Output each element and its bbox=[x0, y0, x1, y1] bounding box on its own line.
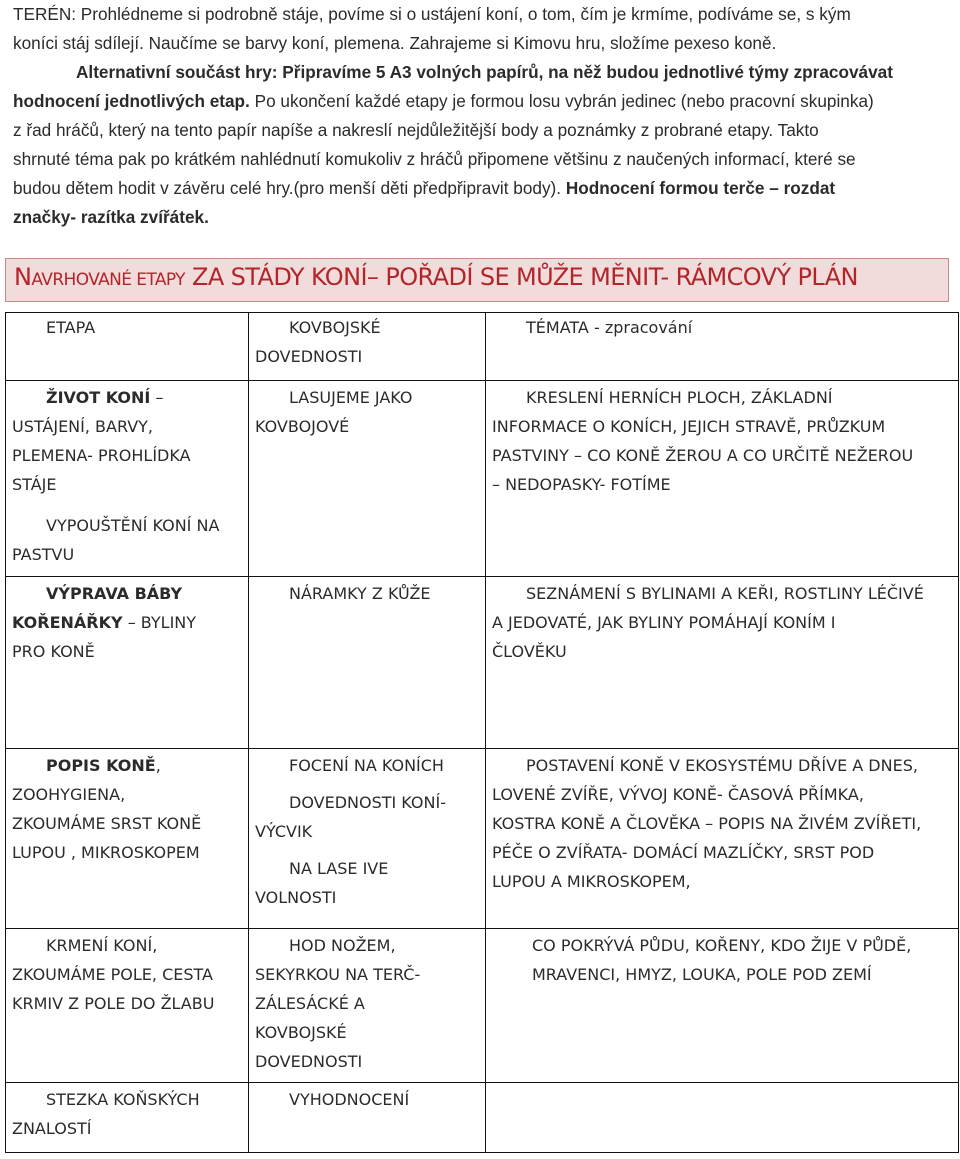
intro-alt-line: shrnuté téma pak po krátkém nahlédnutí komukoliv z hráčů připomene většinu z naučených informací, které se bbox=[13, 149, 856, 169]
cell-line: LASUJEME JAKO bbox=[289, 388, 413, 407]
cell-line: PRO KONĚ bbox=[12, 642, 95, 661]
table-header-row bbox=[6, 313, 959, 381]
intro-alt-line bbox=[13, 58, 953, 87]
header-skills: KOVBOJSKÉ bbox=[289, 318, 381, 337]
header-cell bbox=[6, 313, 249, 381]
table-cell bbox=[486, 1083, 959, 1153]
cell-line: POSTAVENÍ KONĚ V EKOSYSTÉMU DŘÍVE A DNES, bbox=[526, 756, 918, 775]
table-cell bbox=[486, 577, 959, 749]
cell-line: ZÁLESÁCKÉ A bbox=[255, 994, 365, 1013]
cell-line: SEKYRKOU NA TERČ- bbox=[255, 965, 421, 984]
stage-title: POPIS KONĚ bbox=[46, 756, 156, 775]
table-cell bbox=[6, 1083, 249, 1153]
cell-line: USTÁJENÍ, BARVY, bbox=[12, 417, 153, 436]
cell-line: KOVBOJOVÉ bbox=[255, 417, 350, 436]
alt-text: Po ukončení každé etapy je formou losu vybrán jedinec (nebo pracovní skupinka) bbox=[249, 91, 874, 111]
cell-line: FOCENÍ NA KONÍCH bbox=[289, 756, 444, 775]
cell-line: STÁJE bbox=[12, 475, 57, 494]
cell-line: A JEDOVATÉ, JAK BYLINY POMÁHAJÍ KONÍM I bbox=[492, 613, 836, 632]
cell-line: SEZNÁMENÍ S BYLINAMI A KEŘI, ROSTLINY LÉČIVÉ bbox=[526, 584, 924, 603]
cell-line: VOLNOSTI bbox=[255, 888, 337, 907]
intro-alt-line: z řad hráčů, který na tento papír napíše a nakreslí nejdůležitější body a poznámky z probrané etapy. Takto bbox=[13, 120, 819, 140]
heading-smallcaps: AVRHOVANÉ ETAPY bbox=[31, 270, 185, 290]
cell-line: MRAVENCI, HMYZ, LOUKA, POLE POD ZEMÍ bbox=[532, 965, 872, 984]
intro-alt-line bbox=[13, 203, 953, 232]
cell-line: KOSTRA KONĚ A ČLOVĚKA – POPIS NA ŽIVÉM ZVÍŘETI, bbox=[492, 814, 922, 833]
intro-alt-line bbox=[13, 87, 953, 116]
cell-line: ZKOUMÁME SRST KONĚ bbox=[12, 814, 202, 833]
cell-line: INFORMACE O KONÍCH, JEJICH STRAVĚ, PRŮZKUM bbox=[492, 417, 886, 436]
intro-alt-line bbox=[13, 174, 953, 203]
cell-line: KRESLENÍ HERNÍCH PLOCH, ZÁKLADNÍ bbox=[526, 388, 833, 407]
section-heading bbox=[5, 258, 949, 302]
cell-line bbox=[12, 608, 242, 637]
table-row bbox=[6, 929, 959, 1083]
table-cell bbox=[249, 381, 486, 577]
cell-line bbox=[12, 383, 242, 412]
header-cell bbox=[249, 313, 486, 381]
table-cell bbox=[6, 749, 249, 929]
table-cell bbox=[249, 749, 486, 929]
table-cell bbox=[486, 381, 959, 577]
table-row bbox=[6, 1083, 959, 1153]
cell-line: HOD NOŽEM, bbox=[289, 936, 396, 955]
cell-line: ZNALOSTÍ bbox=[12, 1119, 92, 1138]
alt-bold: Hodnocení formou terče – rozdat bbox=[565, 178, 836, 198]
cell-line: LUPOU , MIKROSKOPEM bbox=[12, 843, 200, 862]
cell-line: PÉČE O ZVÍŘATA- DOMÁCÍ MAZLÍČKY, SRST POD bbox=[492, 843, 875, 862]
cell-text: – BYLINY bbox=[122, 613, 197, 632]
cell-line: STEZKA KOŇSKÝCH bbox=[46, 1090, 200, 1109]
header-cell bbox=[486, 313, 959, 381]
cell-line: KRMIV Z POLE DO ŽLABU bbox=[12, 994, 215, 1013]
heading-initial: N bbox=[14, 263, 32, 291]
cell-line: NA LASE IVE bbox=[289, 859, 389, 878]
intro-line: koníci stáj sdílejí. Naučíme se barvy koní, plemena. Zahrajeme si Kimovu hru, složíme pexeso koně. bbox=[13, 33, 777, 53]
cell-line: PLEMENA- PROHLÍDKA bbox=[12, 446, 191, 465]
header-skills: DOVEDNOSTI bbox=[255, 347, 363, 366]
header-topics: TÉMATA - zpracování bbox=[526, 318, 693, 337]
cell-line: LUPOU A MIKROSKOPEM, bbox=[492, 872, 691, 891]
cell-line: VYHODNOCENÍ bbox=[289, 1090, 410, 1109]
alt-text: budou dětem hodit v závěru celé hry.(pro menší děti předpřipravit body). bbox=[13, 178, 566, 198]
table-cell bbox=[249, 577, 486, 749]
section-heading-text bbox=[14, 263, 858, 291]
cell-text: , bbox=[155, 756, 161, 775]
cell-line: VYPOUŠTĚNÍ KONÍ NA bbox=[46, 516, 220, 535]
cell-line: – NEDOPASKY- FOTÍME bbox=[492, 475, 671, 494]
intro-text bbox=[13, 0, 953, 232]
header-etapa: ETAPA bbox=[46, 318, 96, 337]
table-cell bbox=[249, 1083, 486, 1153]
intro-line: TERÉN: Prohlédneme si podrobně stáje, povíme si o ustájení koní, o tom, čím je krmíme, podíváme se, s kým bbox=[13, 4, 851, 24]
table-row bbox=[6, 577, 959, 749]
table-cell bbox=[486, 929, 959, 1083]
cell-line: CO POKRÝVÁ PŮDU, KOŘENY, KDO ŽIJE V PŮDĚ, bbox=[532, 936, 912, 955]
heading-rest: ZA STÁDY KONÍ– POŘADÍ SE MŮŽE MĚNIT- RÁMCOVÝ PLÁN bbox=[184, 263, 858, 291]
cell-line: ZKOUMÁME POLE, CESTA bbox=[12, 965, 213, 984]
table-row bbox=[6, 749, 959, 929]
cell-line: VÝCVIK bbox=[255, 822, 313, 841]
table-cell bbox=[249, 929, 486, 1083]
cell-line: KOVBOJSKÉ bbox=[255, 1023, 347, 1042]
cell-text: – bbox=[150, 388, 164, 407]
cell-line bbox=[12, 751, 242, 780]
cell-line: LOVENÉ ZVÍŘE, VÝVOJ KONĚ- ČASOVÁ PŘÍMKA, bbox=[492, 785, 864, 804]
cell-line: DOVEDNOSTI KONÍ- bbox=[289, 793, 446, 812]
cell-line: PASTVU bbox=[12, 545, 75, 564]
stage-title: KOŘENÁŘKY bbox=[12, 613, 123, 632]
cell-line: KRMENÍ KONÍ, bbox=[46, 936, 158, 955]
cell-line: ZOOHYGIENA, bbox=[12, 785, 126, 804]
table-cell bbox=[486, 749, 959, 929]
stage-title: ŽIVOT KONÍ bbox=[46, 388, 151, 407]
table-cell bbox=[6, 929, 249, 1083]
stages-table bbox=[5, 312, 959, 1153]
table-cell bbox=[6, 577, 249, 749]
alt-bold: hodnocení jednotlivých etap. bbox=[13, 91, 250, 111]
cell-line: DOVEDNOSTI bbox=[255, 1052, 363, 1071]
alt-bold: značky- razítka zvířátek. bbox=[13, 207, 209, 227]
stage-title: VÝPRAVA BÁBY bbox=[46, 584, 183, 603]
cell-line: NÁRAMKY Z KŮŽE bbox=[289, 584, 431, 603]
cell-line bbox=[12, 579, 242, 608]
alt-bold: Alternativní součást hry: Připravíme 5 A3 volných papírů, na něž budou jednotlivé týmy zpracovávat bbox=[76, 62, 893, 82]
table-cell bbox=[6, 381, 249, 577]
cell-line: PASTVINY – CO KONĚ ŽEROU A CO URČITĚ NEŽEROU bbox=[492, 446, 914, 465]
table-row bbox=[6, 381, 959, 577]
cell-line: ČLOVĚKU bbox=[492, 642, 567, 661]
